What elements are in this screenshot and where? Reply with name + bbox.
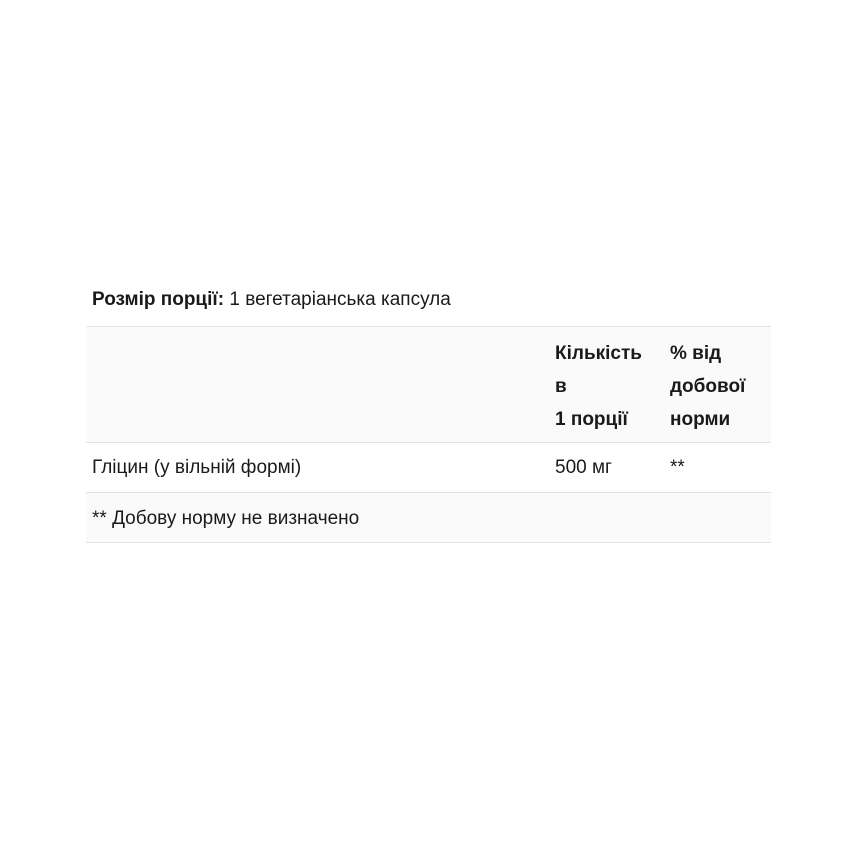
- header-daily-value-line: % від: [670, 343, 722, 364]
- ingredient-name: Гліцин (у вільній формі): [92, 457, 302, 478]
- serving-size-value: 1 вегетаріанська капсула: [229, 289, 451, 310]
- header-amount-line: Кількість: [555, 343, 642, 364]
- header-name-cell: [86, 327, 555, 442]
- ingredient-daily-value: **: [670, 457, 685, 478]
- footnote-row: [86, 492, 771, 543]
- table-row: [86, 442, 771, 492]
- table-header-row: [86, 326, 771, 442]
- header-amount-line: 1 порції: [555, 409, 628, 430]
- supplement-facts-panel: [86, 283, 771, 543]
- ingredient-amount: 500 мг: [555, 457, 612, 478]
- header-amount-line: в: [555, 376, 567, 397]
- header-amount-cell: [555, 327, 670, 442]
- serving-size: [92, 283, 771, 326]
- serving-size-label: Розмір порції:: [92, 289, 225, 310]
- footnote-text: ** Добову норму не визначено: [92, 508, 360, 529]
- header-daily-value-line: норми: [670, 409, 731, 430]
- header-daily-value-line: добової: [670, 376, 746, 397]
- header-daily-value-cell: [670, 327, 771, 442]
